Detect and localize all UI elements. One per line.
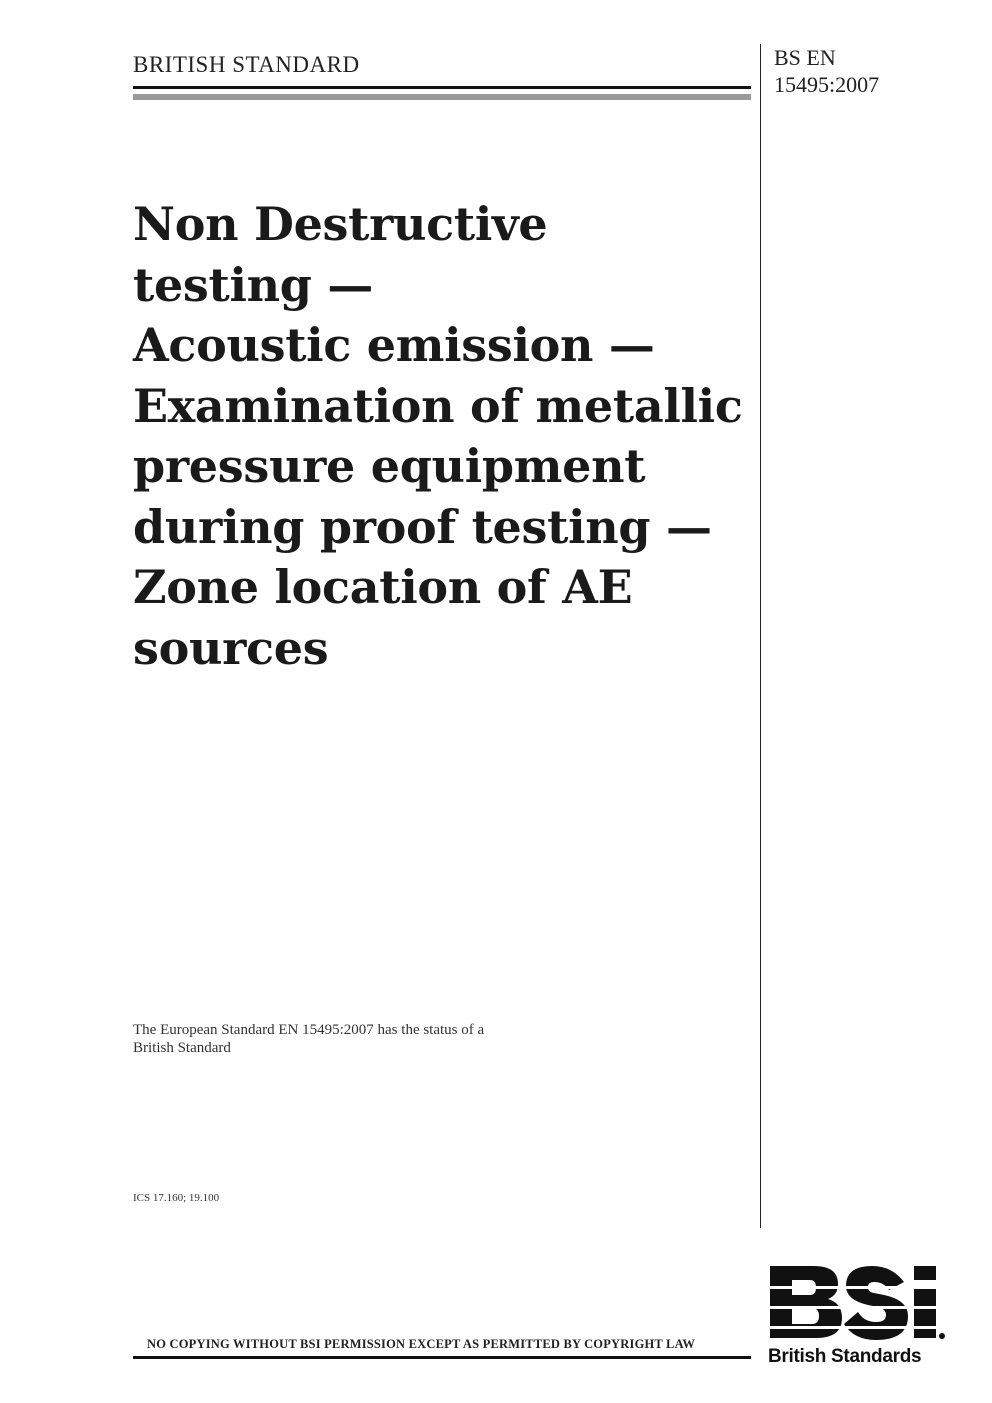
status-statement [133, 1021, 653, 1057]
document-number-line2: 15495:2007 [774, 72, 880, 97]
document-number-line1: BS EN [774, 45, 836, 70]
standard-type-label: BRITISH STANDARD [133, 52, 360, 77]
footer-rule [133, 1356, 751, 1359]
document-number [774, 44, 954, 98]
title-line: sources [133, 620, 329, 675]
title-line: during proof testing — [133, 499, 712, 554]
vertical-divider [760, 44, 761, 1228]
document-title [133, 194, 758, 678]
title-line: Examination of metallic [133, 378, 743, 433]
title-line: Non Destructive [133, 197, 548, 251]
ics-codes: ICS 17.160; 19.100 [133, 1192, 220, 1204]
status-line: The European Standard EN 15495:2007 has the status of a [133, 1022, 485, 1038]
header-rule-grey [133, 94, 751, 100]
header-rule-dark [133, 86, 751, 89]
bsi-tagline: British Standards [768, 1346, 922, 1367]
copyright-notice: NO COPYING WITHOUT BSI PERMISSION EXCEPT AS PERMITTED BY COPYRIGHT LAW [147, 1337, 696, 1351]
title-line: Zone location of AE [133, 560, 633, 614]
title-line: testing — [133, 257, 374, 312]
status-line: British Standard [133, 1040, 231, 1056]
title-line: pressure equipment [133, 439, 646, 493]
title-line: Acoustic emission — [133, 318, 655, 372]
